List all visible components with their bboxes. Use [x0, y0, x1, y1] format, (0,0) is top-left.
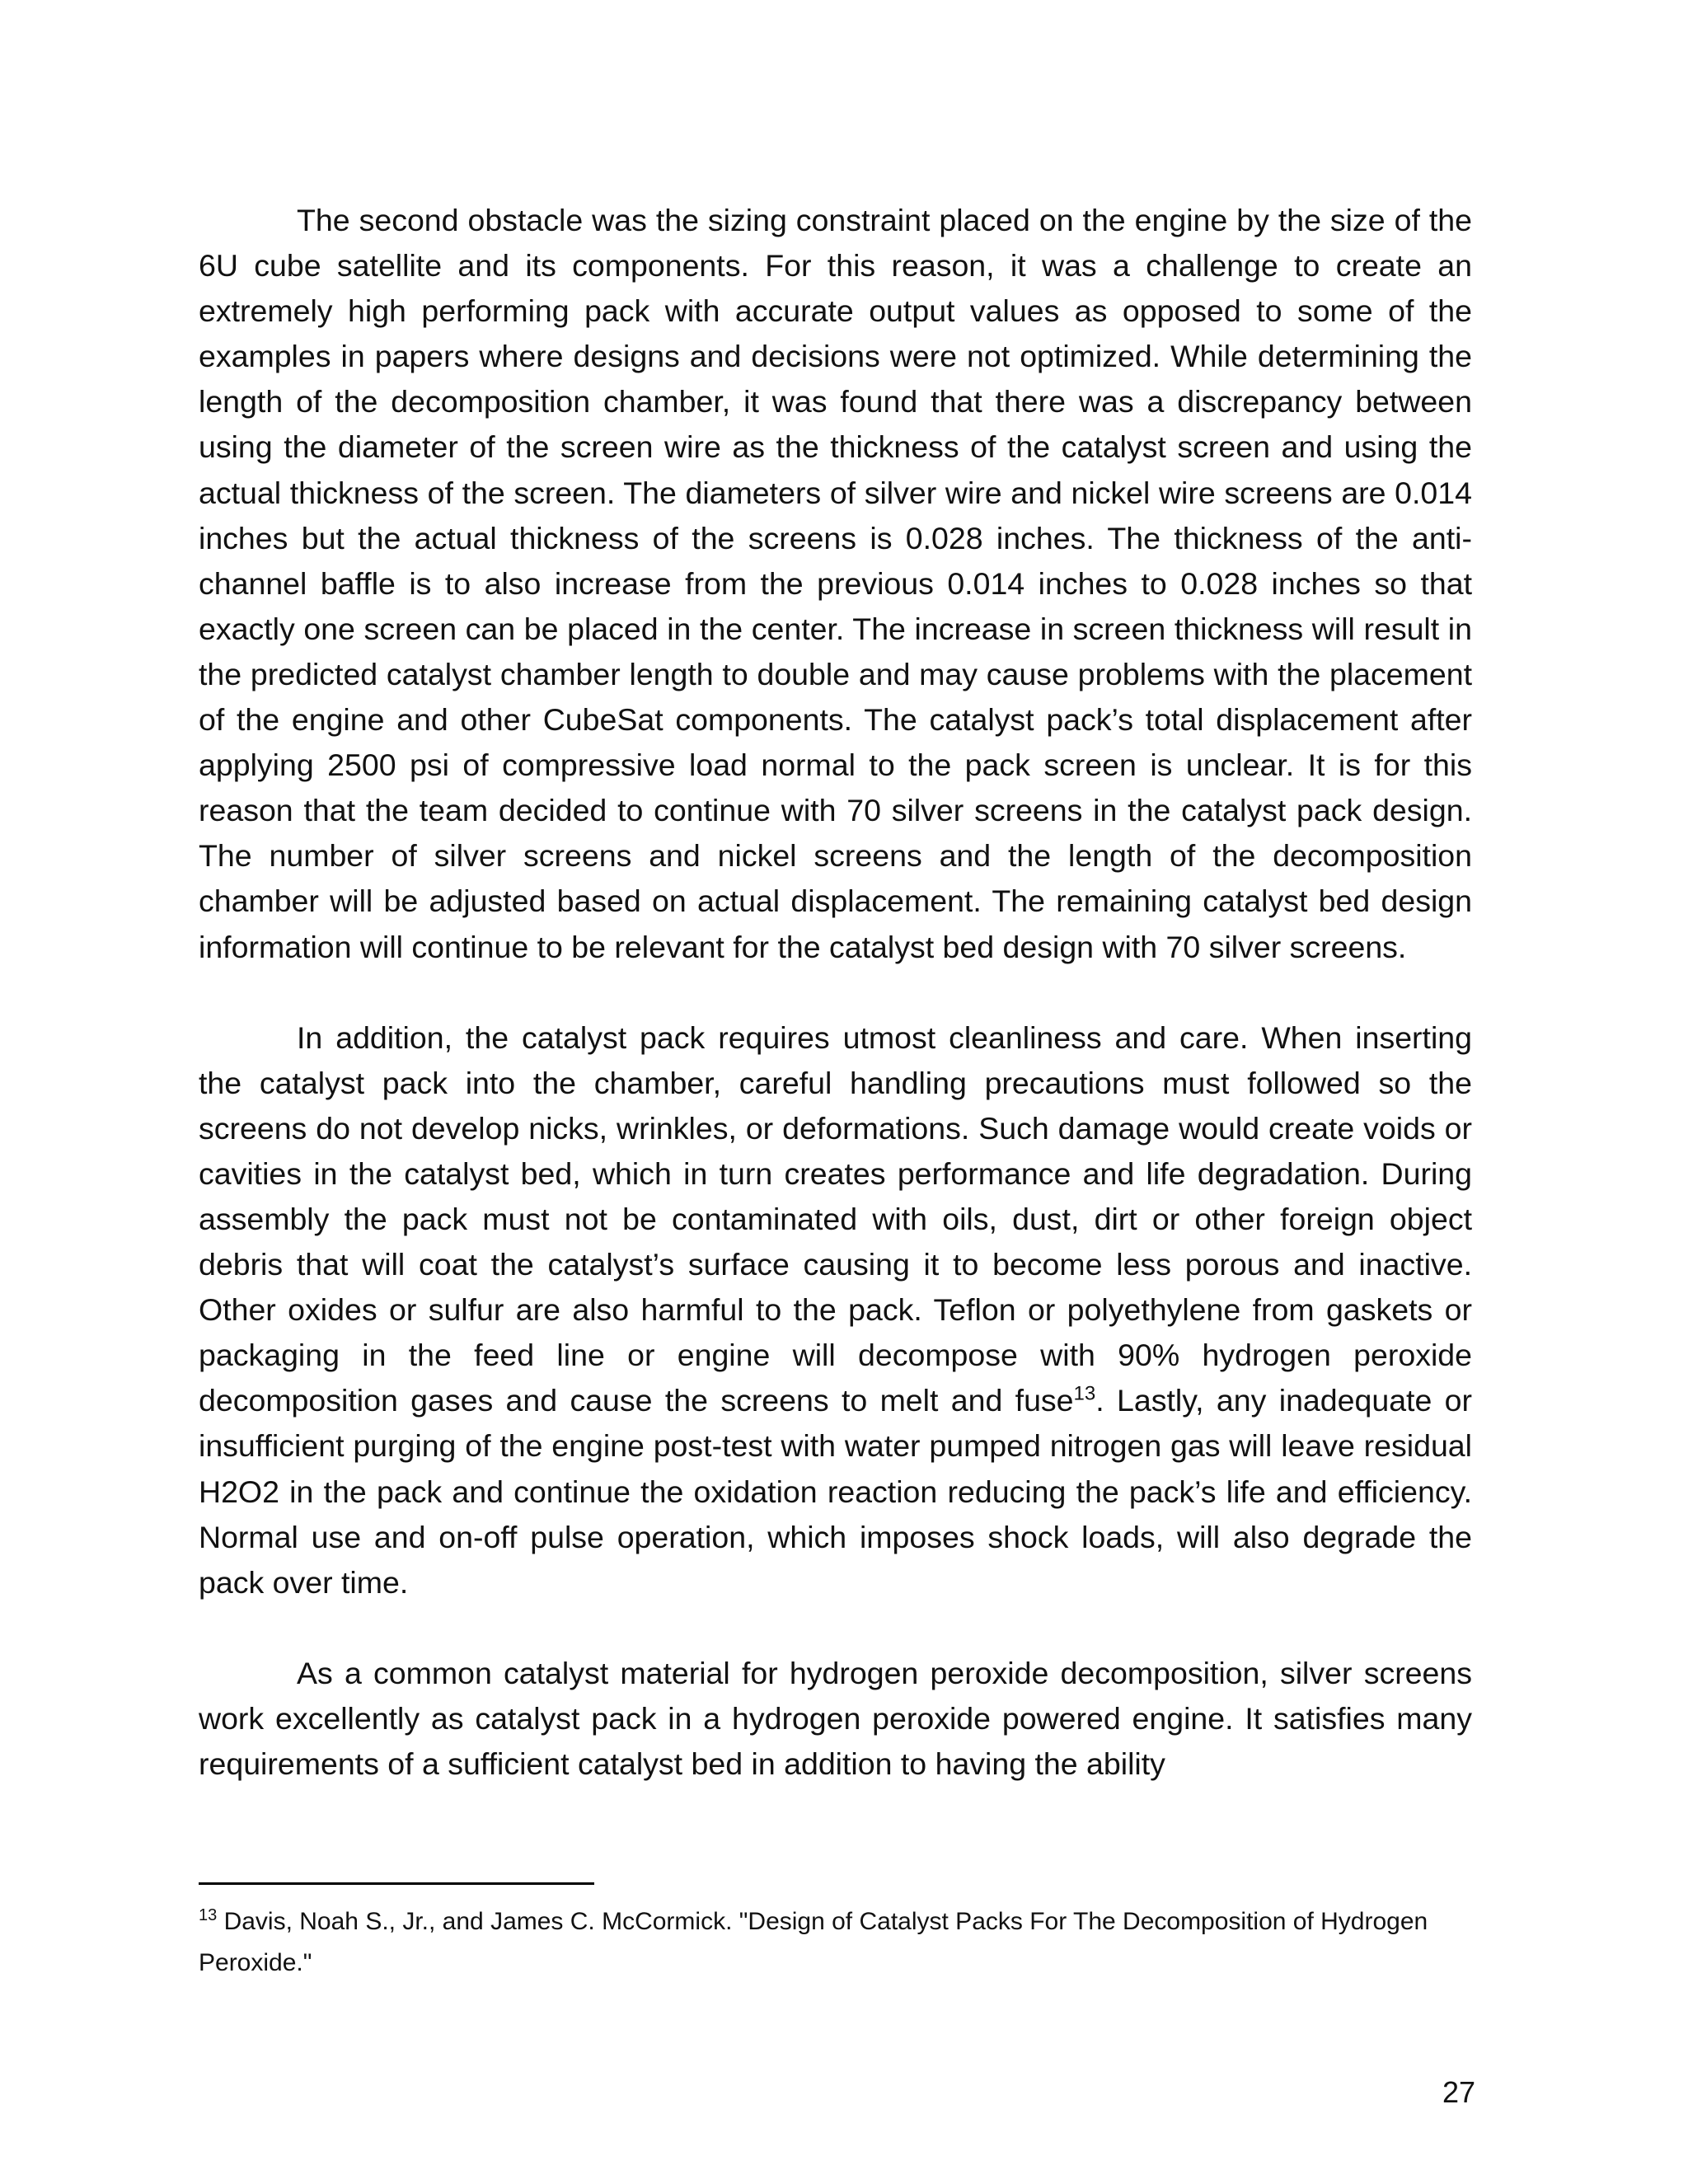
footnote-reference: 13 [1073, 1382, 1096, 1405]
footnote [199, 1901, 1484, 1984]
paragraph-silver-screens: As a common catalyst material for hydrogen peroxide decomposition, silver screens work excellently as catalyst pack in a hydrogen peroxide powered engine. It satisfies many requirements of a sufficient catalyst bed in addition to having the ability [199, 1655, 1472, 1781]
paragraph-cleanliness [199, 1015, 1472, 1605]
paragraph-text: . Lastly, any inadequate or insufficient purging of the engine post-test with water pumped nitrogen gas will leave residual H2O2 in the pack and continue the oxidation reaction reducing the pack’s life and efficiency. Normal use and on-off pulse operation, which imposes shock loads, will also degrade the pack over time. [199, 1383, 1473, 1600]
paragraph-text: In addition, the catalyst pack requires utmost cleanliness and care. When inserting the catalyst pack into the chamber, careful handling precautions must followed so the screens do not develop nicks, wrinkles, or deformations. Such damage would create voids or cavities in the catalyst bed, which in turn creates performance and life degradation. During assembly the pack must not be contaminated with oils, dust, dirt or other foreign object debris that will coat the catalyst’s surface causing it to become less porous and inactive. Other oxides or sulfur are also harmful to the pack. Teflon or polyethylene from gaskets or packaging in the feed line or engine will decompose with 90% hydrogen peroxide decomposition gases and cause the screens to melt and fuse [199, 1019, 1472, 1418]
footnote-divider [199, 1882, 594, 1885]
page-number: 27 [1442, 2075, 1475, 2109]
footnote-text: Davis, Noah S., Jr., and James C. McCormick. "Design of Catalyst Packs For The Decomposition of Hydrogen Peroxide." [199, 1908, 1428, 1976]
footnote-number: 13 [199, 1906, 218, 1924]
body-text [199, 198, 1472, 1787]
paragraph-sizing-constraint: The second obstacle was the sizing constraint placed on the engine by the size of the 6U cube satellite and its components. For this reason, it was a challenge to create an extremely high performing pack with accurate output values as opposed to some of the examples in papers where designs and decisions were not optimized. While determining the length of the decomposition chamber, it was found that there was a discrepancy between using the diameter of the screen wire as the thickness of the catalyst screen and using the actual thickness of the screen. The diameters of silver wire and nickel wire screens are 0.014 inches but the actual thickness of the screens is 0.028 inches. The thickness of the anti-channel baffle is to also increase from the previous 0.014 inches to 0.028 inches so that exactly one screen can be placed in the center. The increase in screen thickness will result in the predicted catalyst chamber length to double and may cause problems with the placement of the engine and other CubeSat components. The catalyst pack’s total displacement after applying 2500 psi of compressive load normal to the pack screen is unclear. It is for this reason that the team decided to continue with 70 silver screens in the catalyst pack design. The number of silver screens and nickel screens and the length of the decomposition chamber will be adjusted based on actual displacement. The remaining catalyst bed design information will continue to be relevant for the catalyst bed design with 70 silver screens. [199, 203, 1472, 964]
